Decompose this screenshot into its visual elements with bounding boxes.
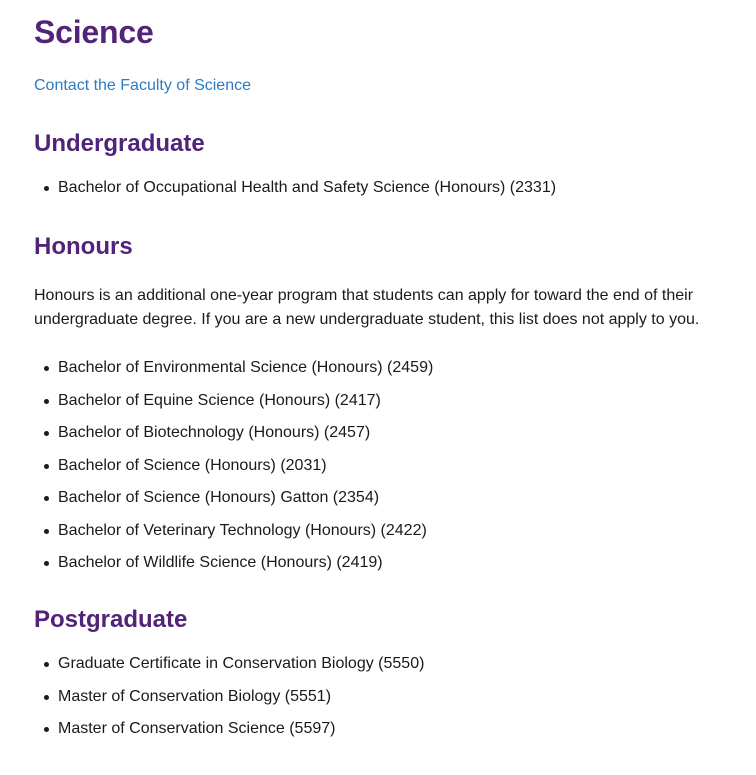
list-item: Bachelor of Biotechnology (Honours) (2457) bbox=[34, 423, 756, 443]
list-item: Master of Conservation Science (5597) bbox=[34, 719, 756, 739]
list-item: Bachelor of Science (Honours) Gatton (2354) bbox=[34, 488, 756, 508]
list-item: Bachelor of Science (Honours) (2031) bbox=[34, 456, 756, 476]
list-item: Graduate Certificate in Conservation Biology (5550) bbox=[34, 654, 756, 674]
postgraduate-heading: Postgraduate bbox=[34, 606, 188, 633]
honours-intro: Honours is an additional one-year program that students can apply for toward the end of their undergraduate degree. If you are a new undergraduate student, this list does not apply to you. bbox=[34, 287, 700, 328]
postgraduate-list bbox=[34, 654, 756, 739]
page-title: Science bbox=[34, 14, 154, 50]
list-item: Master of Conservation Biology (5551) bbox=[34, 687, 756, 707]
list-item: Bachelor of Occupational Health and Safety Science (Honours) (2331) bbox=[34, 178, 756, 198]
honours-list bbox=[34, 358, 756, 573]
undergraduate-list bbox=[34, 178, 756, 198]
list-item: Bachelor of Equine Science (Honours) (2417) bbox=[34, 391, 756, 411]
contact-faculty-link[interactable]: Contact the Faculty of Science bbox=[34, 77, 251, 94]
undergraduate-heading: Undergraduate bbox=[34, 130, 205, 157]
list-item: Bachelor of Environmental Science (Honours) (2459) bbox=[34, 358, 756, 378]
honours-heading: Honours bbox=[34, 233, 133, 260]
list-item: Bachelor of Veterinary Technology (Honours) (2422) bbox=[34, 521, 756, 541]
list-item: Bachelor of Wildlife Science (Honours) (2419) bbox=[34, 553, 756, 573]
